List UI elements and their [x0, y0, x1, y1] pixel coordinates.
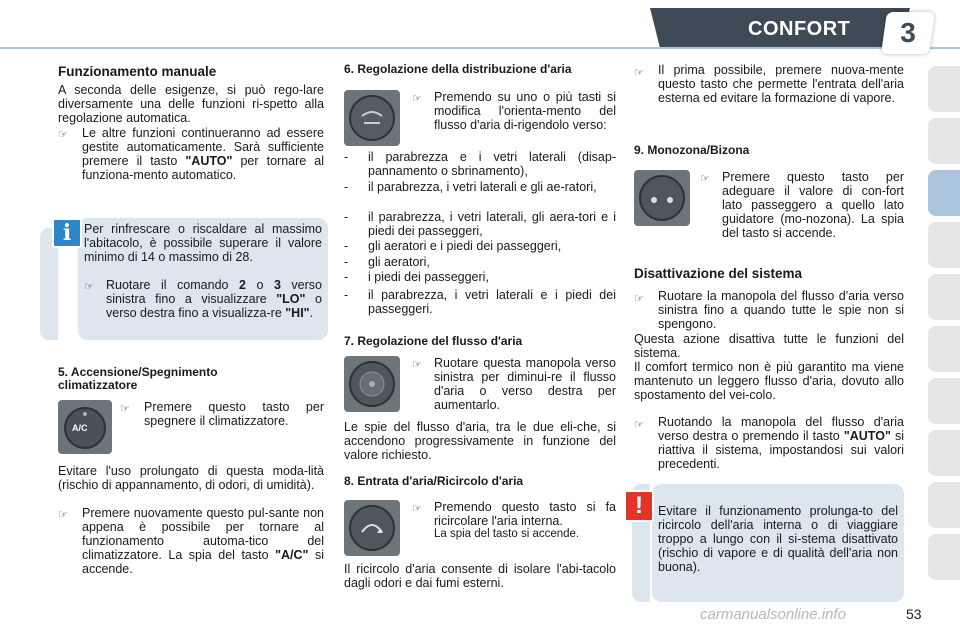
dash-icon: -	[344, 288, 349, 302]
pointer-icon: ☞	[634, 419, 644, 431]
bullet-text: Le altre funzioni continueranno ad essere gestite automaticamente. Sarà sufficiente premere il tasto "AUTO" per tornare al funziona-mento automatico.	[82, 126, 324, 182]
pointer-icon: ☞	[412, 503, 422, 515]
watermark: carmanualsonline.info	[700, 606, 846, 623]
dash-icon: -	[344, 239, 349, 253]
paragraph: Il ricircolo d'aria consente di isolare l'abi-tacolo dagli odori e dai fumi esterni.	[344, 562, 616, 590]
bullet-text: Ruotando la manopola del flusso d'aria verso destra o premendo il tasto "AUTO" si riattiva il sistema, impostandosi sui valori precedenti.	[658, 415, 905, 471]
bullet-text: Premere questo tasto per spegnere il climatizzatore.	[144, 400, 324, 428]
note-text: La spia del tasto si accende.	[434, 528, 580, 540]
bullet-text: Premendo su uno o più tasti si modifica l'orienta-mento del flusso d'aria di-rigendolo verso:	[434, 90, 616, 132]
warning-text: Evitare il funzionamento prolunga-to del ricircolo dell'aria interna o di viaggiare troppo a lungo con il si-stema disattivato (rischio di vapore e di qualità dell'aria non buona).	[658, 504, 898, 574]
side-tab[interactable]	[928, 378, 960, 424]
section-title: Disattivazione del sistema	[634, 266, 803, 281]
paragraph: Evitare l'uso prolungato di questa moda-lità (rischio di appannamento, di odori, di umidità).	[58, 464, 324, 492]
ac-button-label: A/C	[72, 423, 88, 433]
bullet-text: Premendo questo tasto si fa ricircolare l'aria interna.	[434, 500, 616, 528]
mono-button-image	[634, 170, 690, 226]
pointer-icon: ☞	[84, 281, 94, 293]
info-text: Per rinfrescare o riscaldare al massimo l'abitacolo, è possibile superare il valore minimo di 14 o massimo di 28.	[84, 222, 322, 264]
section-title: Funzionamento manuale	[58, 64, 217, 79]
pointer-icon: ☞	[58, 509, 68, 521]
bullet-text: Ruotare questa manopola verso sinistra per diminui-re il flusso d'aria o verso destra per aumentarlo.	[434, 356, 616, 412]
recirculation-button-image	[344, 500, 400, 556]
list-item: il parabrezza, i vetri laterali e gli ae-ratori,	[368, 180, 597, 194]
info-bullet: Ruotare il comando 2 o 3 verso sinistra fino a visualizzare "LO" o verso destra fino a visualizza-re "HI".	[106, 278, 322, 320]
side-tab[interactable]	[928, 482, 960, 528]
dash-icon: -	[344, 180, 349, 194]
list-item: i piedi dei passeggeri,	[368, 270, 489, 284]
side-tab[interactable]	[928, 118, 960, 164]
pointer-icon: ☞	[412, 359, 422, 371]
pointer-icon: ☞	[700, 173, 710, 185]
list-item: gli aeratori,	[368, 255, 430, 269]
section-title: 9. Monozona/Bizona	[634, 143, 750, 157]
page-number: 53	[906, 606, 922, 622]
bullet-text: Premere nuovamente questo pul-sante non appena è possibile per tornare al funzionamento automa-tico del climatizzatore. La spia del tasto "A/C" si accende.	[82, 506, 324, 576]
side-tab[interactable]	[928, 534, 960, 580]
side-tab[interactable]	[928, 326, 960, 372]
side-tab[interactable]	[928, 274, 960, 320]
paragraph: Il comfort termico non è più garantito ma viene mantenuto un leggero flusso d'aria, dovuto allo spostamento del vei-colo.	[634, 360, 904, 402]
dash-icon: -	[344, 270, 349, 284]
chapter-number: 3	[900, 17, 916, 48]
section-title: 5. Accensione/Spegnimento climatizzatore	[58, 365, 218, 392]
airflow-knob-image	[344, 356, 400, 412]
pointer-icon: ☞	[634, 67, 644, 79]
list-item: gli aeratori e i piedi dei passeggeri,	[368, 239, 562, 253]
paragraph: A seconda delle esigenze, si può rego-lare diversamente una delle funzioni ri-spetto alla regolazione automatica.	[58, 83, 324, 125]
pointer-icon: ☞	[120, 403, 130, 415]
list-item: il parabrezza, i vetri laterali, gli aera-tori e i piedi dei passeggeri,	[368, 210, 616, 238]
chapter-title: CONFORT	[748, 18, 851, 40]
side-tab[interactable]	[928, 66, 960, 112]
distribution-buttons-image	[344, 90, 400, 146]
side-tab[interactable]	[928, 222, 960, 268]
dash-icon: -	[344, 150, 349, 164]
section-title: 7. Regolazione del flusso d'aria	[344, 334, 523, 348]
dash-icon: -	[344, 210, 349, 224]
pointer-icon: ☞	[412, 93, 422, 105]
pointer-icon: ☞	[58, 129, 68, 141]
section-title: 6. Regolazione della distribuzione d'aria	[344, 62, 572, 76]
info-icon: i	[52, 218, 82, 248]
paragraph: Le spie del flusso d'aria, tra le due eli-che, si accendono progressivamente in funzione del valore richiesto.	[344, 420, 616, 462]
paragraph: Questa azione disattiva tutte le funzioni del sistema.	[634, 332, 904, 360]
dash-icon: -	[344, 255, 349, 269]
side-tab[interactable]	[928, 430, 960, 476]
section-title: 8. Entrata d'aria/Ricircolo d'aria	[344, 474, 524, 488]
list-item: il parabrezza e i vetri laterali (disap-pannamento o sbrinamento),	[368, 150, 616, 178]
list-item: il parabrezza, i vetri laterali e i piedi dei passeggeri.	[368, 288, 616, 316]
bullet-text: Premere questo tasto per adeguare il valore di con-fort lato passeggero a quello lato guidatore (mo-nozona). La spia del tasto si accende.	[722, 170, 904, 240]
bullet-text: Il prima possibile, premere nuova-mente questo tasto che permette l'entrata dell'aria esterna ed evitare la formazione di vapore.	[658, 63, 904, 105]
bullet-text: Ruotare la manopola del flusso d'aria verso sinistra fino a quando tutte le spie non si spengono.	[658, 289, 904, 331]
warning-icon: !	[624, 490, 654, 522]
pointer-icon: ☞	[634, 293, 644, 305]
side-tab-active[interactable]	[928, 170, 960, 216]
